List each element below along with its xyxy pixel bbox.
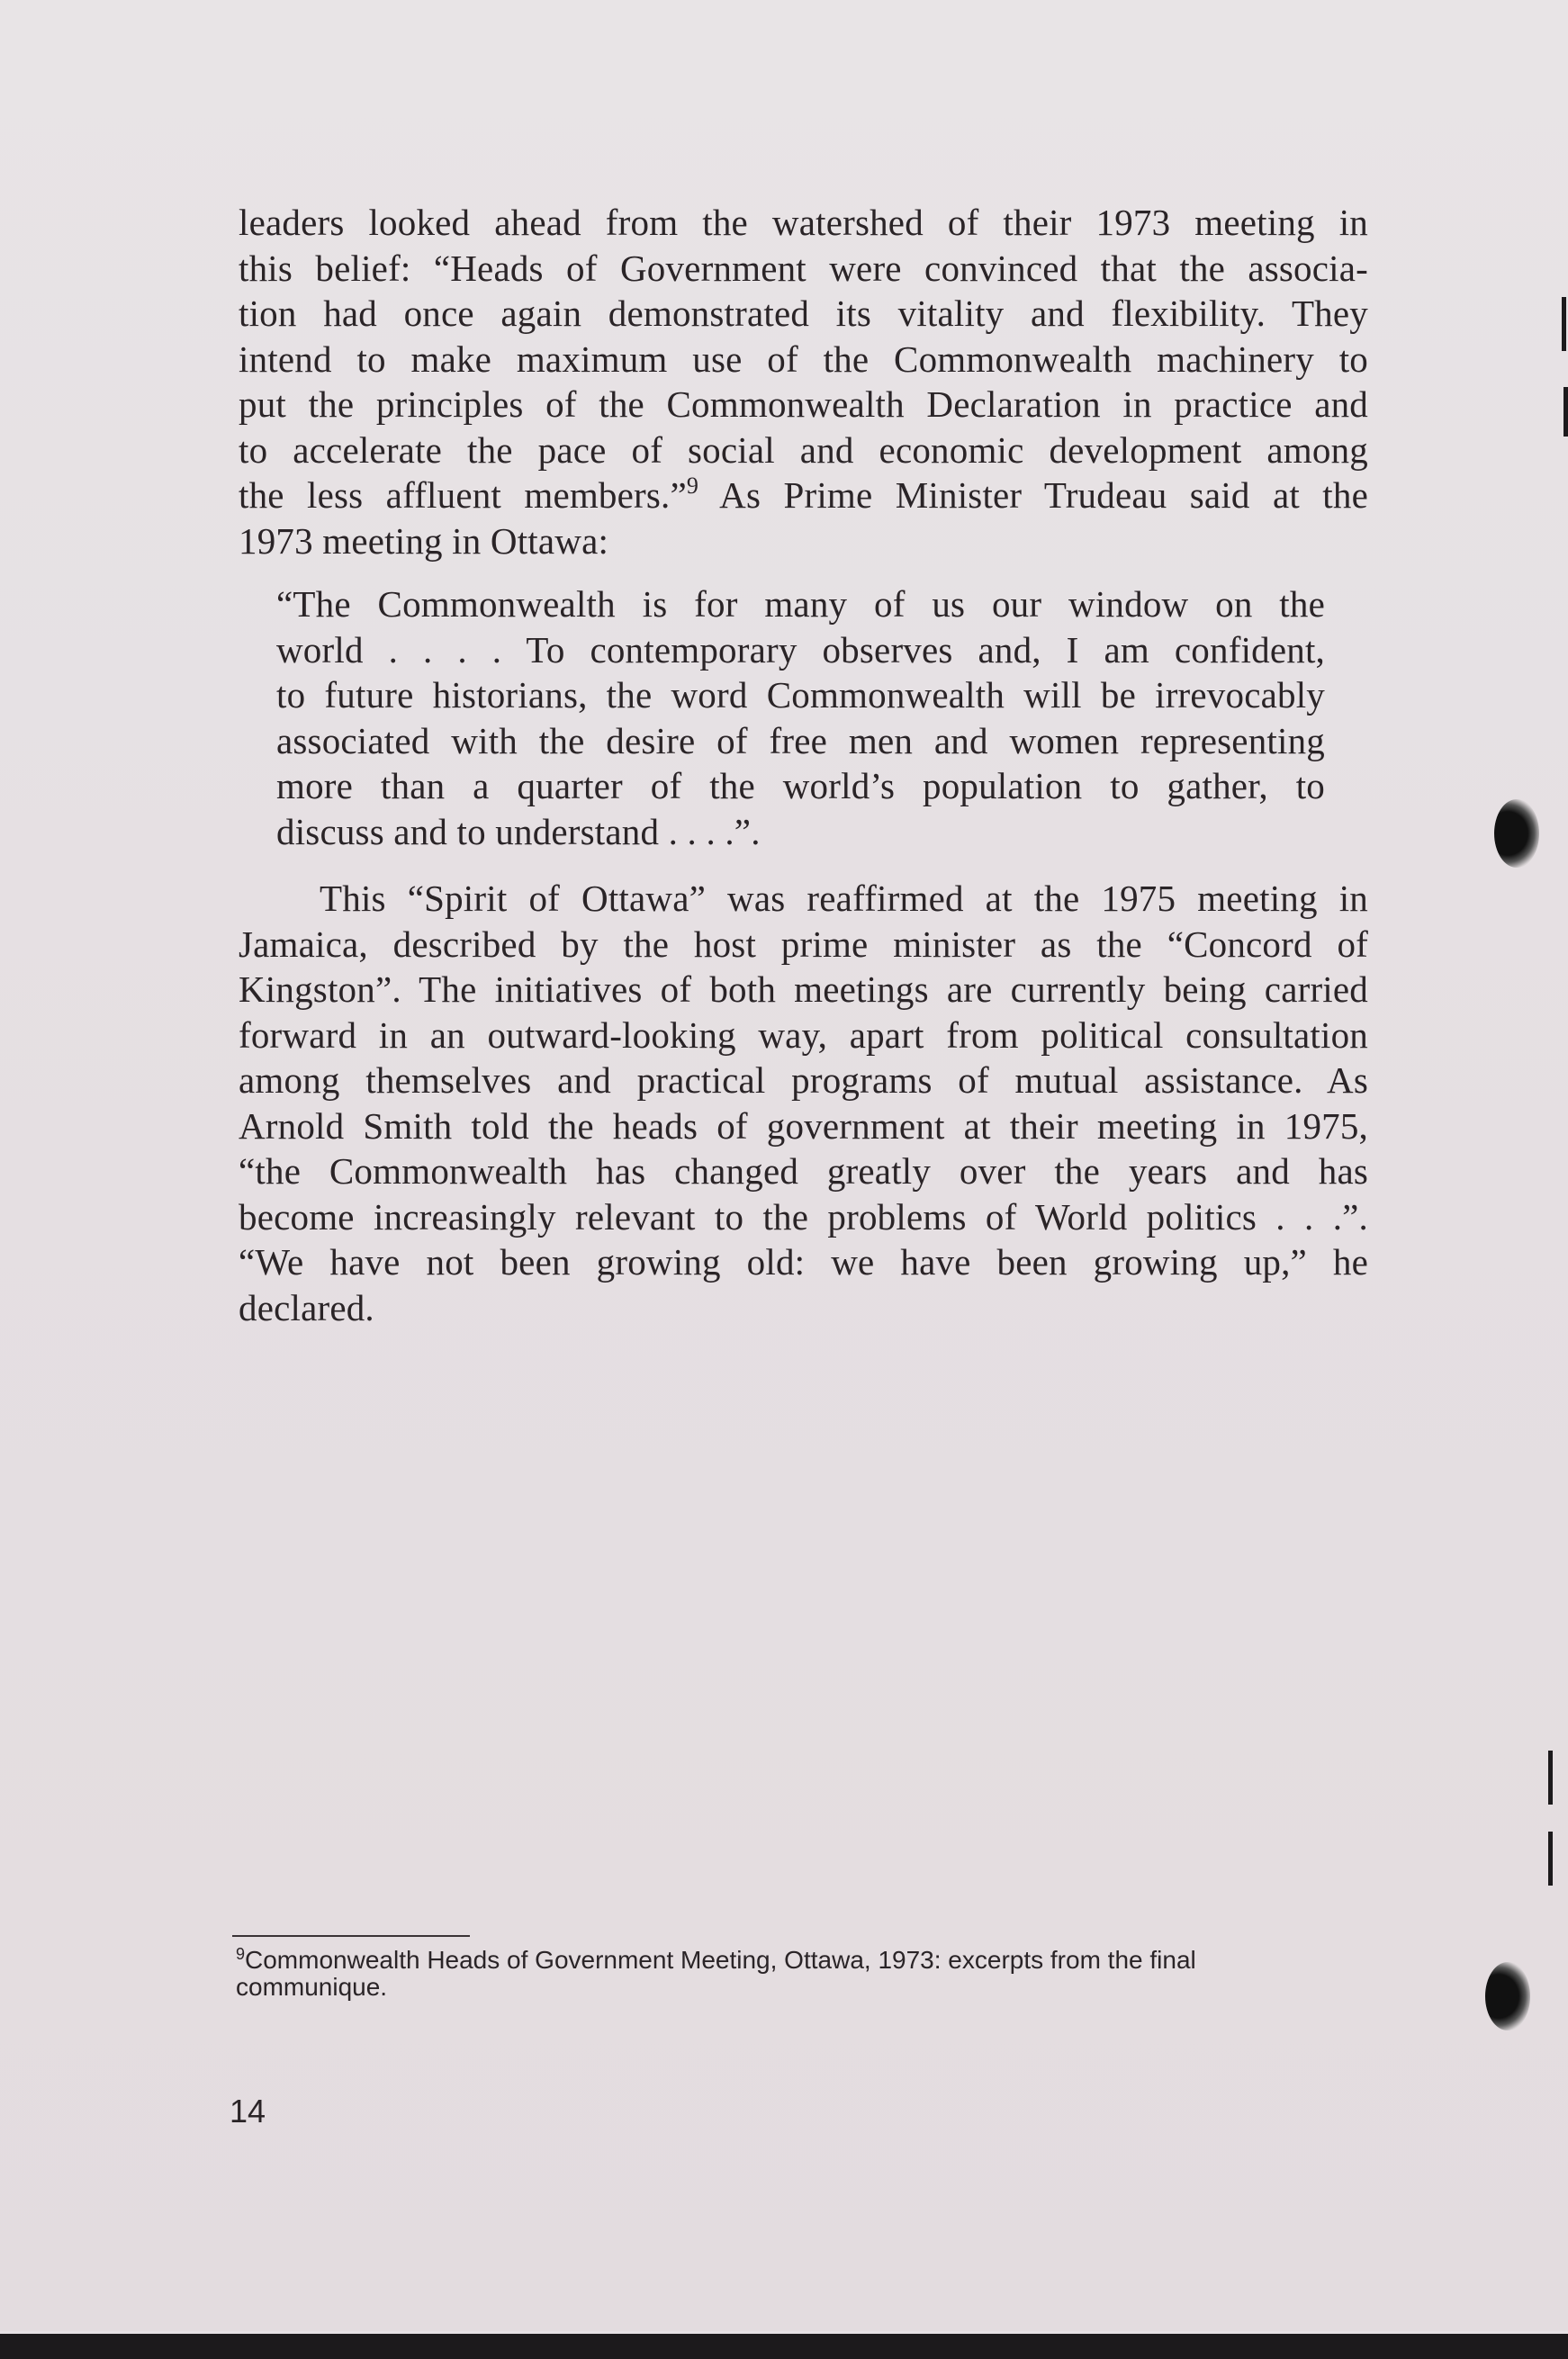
binder-hole-icon bbox=[1485, 1962, 1530, 2030]
quote-line: discuss and to understand . . . .”. bbox=[276, 810, 761, 852]
text-line bbox=[239, 473, 1368, 518]
footnote bbox=[236, 1947, 1361, 2001]
text-line: “the Commonwealth has changed greatly over the years and has bbox=[239, 1150, 1368, 1192]
footnote-text: Commonwealth Heads of Government Meeting, Ottawa, 1973: excerpts from the final bbox=[245, 1946, 1196, 1974]
quote-line: “The Commonwealth is for many of us our window on the bbox=[276, 583, 1325, 625]
text-line: this belief: “Heads of Government were convinced that the associa- bbox=[239, 247, 1368, 289]
text-line: This “Spirit of Ottawa” was reaffirmed at the 1975 meeting in bbox=[320, 878, 1368, 919]
page-edge-mark bbox=[1548, 1751, 1553, 1805]
paragraph-1 bbox=[239, 200, 1368, 563]
quote-line: more than a quarter of the world’s population to gather, to bbox=[276, 765, 1325, 806]
page-edge-mark bbox=[1548, 1832, 1553, 1886]
footnote-line: communique. bbox=[236, 1973, 388, 2001]
text-line: among themselves and practical programs of mutual assistance. As bbox=[239, 1059, 1368, 1101]
quote-line: associated with the desire of free men and women representing bbox=[276, 719, 1325, 761]
paragraph-2 bbox=[239, 876, 1368, 1330]
page-number: 14 bbox=[230, 2093, 266, 2129]
footnote-line bbox=[236, 1947, 1361, 1974]
body-text bbox=[239, 200, 1368, 1330]
quote-line: world . . . . To contemporary observes and, I am confident, bbox=[276, 628, 1325, 671]
text-line: forward in an outward-looking way, apart from political consultation bbox=[239, 1013, 1368, 1056]
text-line: Arnold Smith told the heads of government at their meeting in 1975, bbox=[239, 1104, 1368, 1147]
page-edge-mark bbox=[1562, 297, 1566, 351]
text-line: tion had once again demonstrated its vitality and flexibility. They bbox=[239, 293, 1368, 334]
text-line: to accelerate the pace of social and economic development among bbox=[239, 428, 1368, 471]
page-edge-mark bbox=[1563, 387, 1568, 437]
text-line: Kingston”. The initiatives of both meetings are currently being carried bbox=[239, 968, 1368, 1010]
block-quote bbox=[276, 581, 1325, 854]
quote-line: to future historians, the word Commonwealth will be irrevocably bbox=[276, 674, 1325, 716]
text-line: Jamaica, described by the host prime minister as the “Concord of bbox=[239, 923, 1368, 965]
footnote-reference: 9 bbox=[686, 473, 699, 499]
text-line: become increasingly relevant to the problems of World politics . . .”. bbox=[239, 1195, 1368, 1238]
binder-hole-icon bbox=[1494, 799, 1539, 868]
text-line: put the principles of the Commonwealth Declaration in practice and bbox=[239, 383, 1368, 425]
scan-bottom-edge bbox=[0, 2334, 1568, 2359]
footnote-divider bbox=[232, 1935, 470, 1937]
text-line: leaders looked ahead from the watershed of their 1973 meeting in bbox=[239, 202, 1368, 243]
text-line: intend to make maximum use of the Commonwealth machinery to bbox=[239, 338, 1368, 380]
text-fragment: As Prime Minister Trudeau said at the bbox=[698, 474, 1368, 516]
footnote-number: 9 bbox=[236, 1945, 246, 1963]
text-line: declared. bbox=[239, 1286, 374, 1328]
text-fragment: the less affluent members.” bbox=[239, 474, 687, 516]
text-line: “We have not been growing old: we have been growing up,” he bbox=[239, 1241, 1368, 1283]
text-line: 1973 meeting in Ottawa: bbox=[239, 519, 609, 562]
